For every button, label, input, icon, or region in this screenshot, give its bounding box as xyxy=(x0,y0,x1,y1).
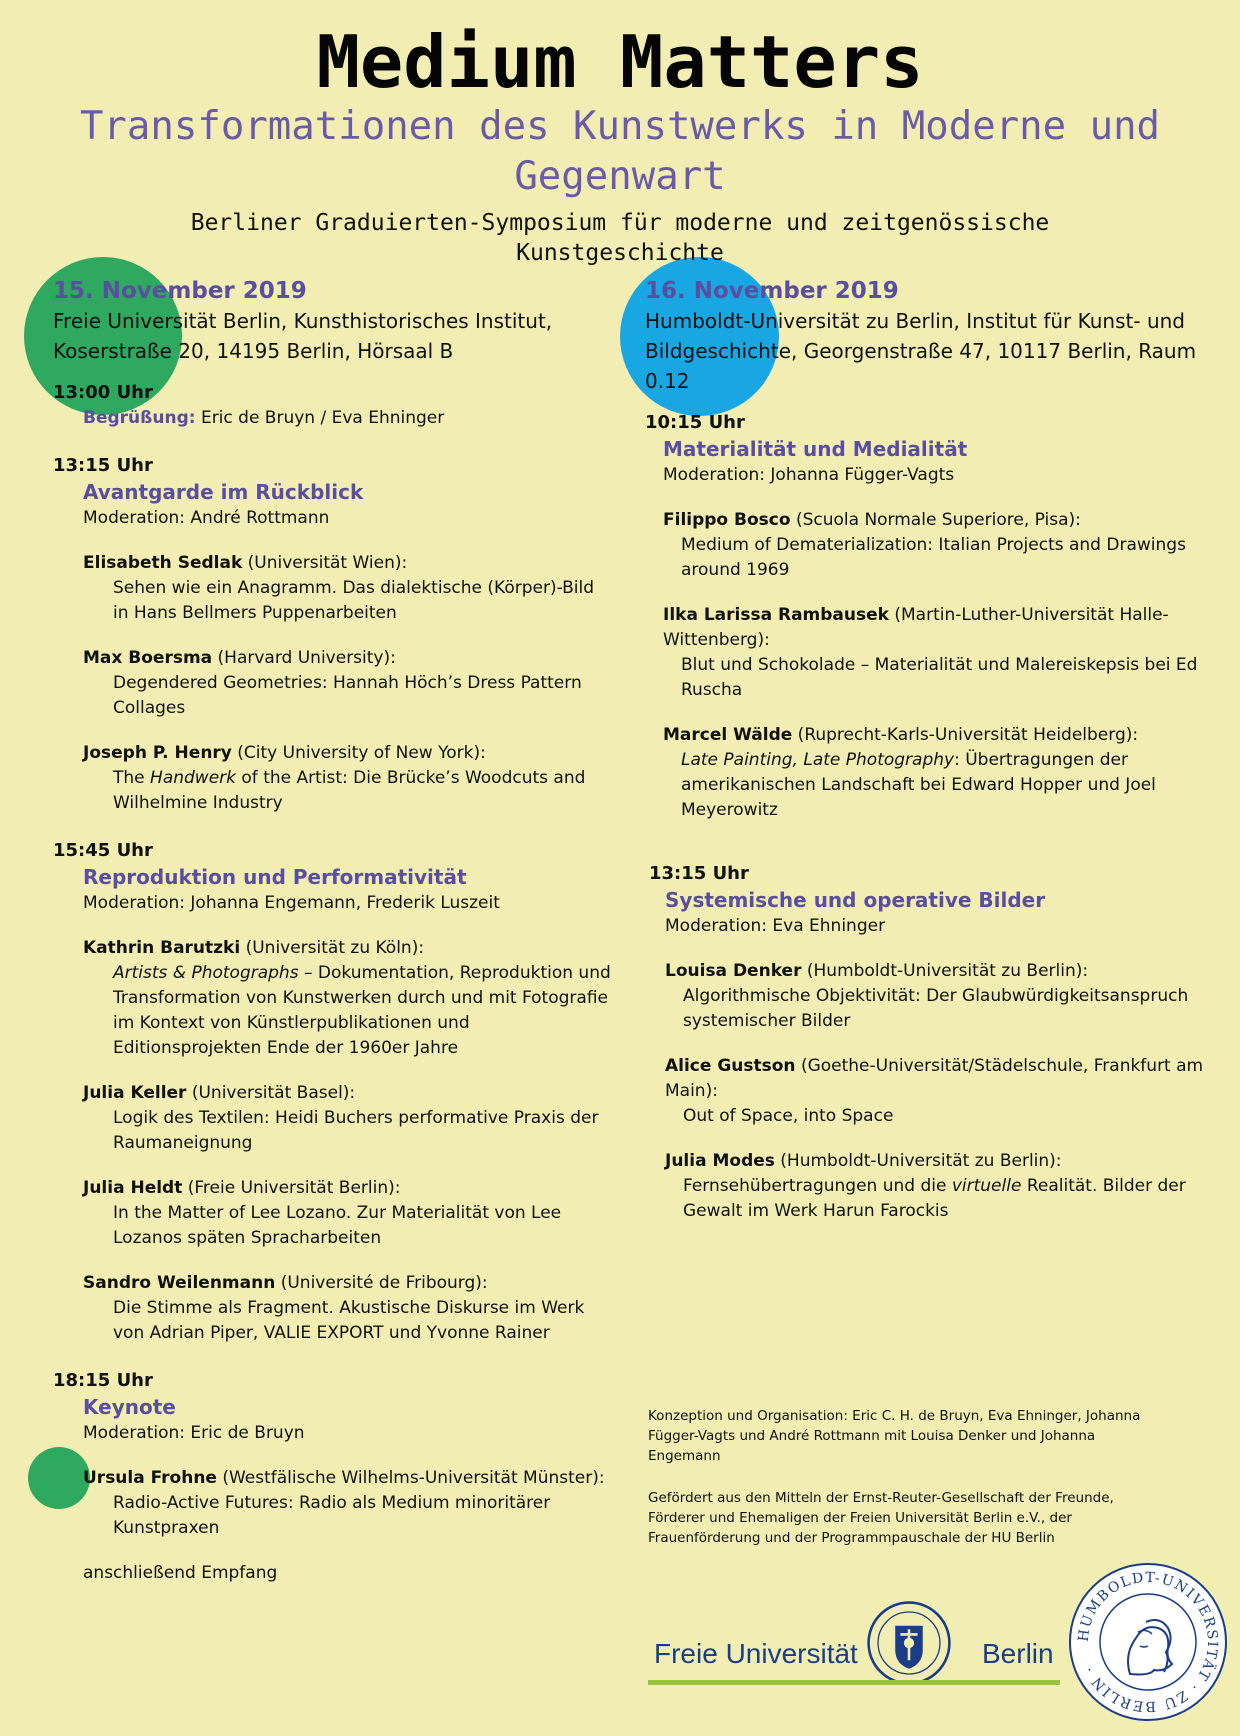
speaker-affiliation: (Scuola Normale Superiore, Pisa): xyxy=(790,510,1081,530)
speaker-affiliation: (Freie Universität Berlin): xyxy=(182,1178,401,1198)
session-time: 13:15 Uhr xyxy=(53,455,153,476)
speaker-entry xyxy=(83,551,613,626)
speaker-name: Joseph P. Henry xyxy=(83,743,232,763)
fu-logo-text-left: Freie Universität xyxy=(654,1638,858,1669)
speaker-affiliation: (Harvard University): xyxy=(212,648,396,668)
speaker-entry xyxy=(665,1149,1205,1224)
speaker-name: Elisabeth Sedlak xyxy=(83,553,243,573)
talk-title: Fernsehübertragungen und die virtuelle Realität. Bilder der Gewalt im Werk Harun Farockis xyxy=(683,1176,1186,1221)
speaker-entry xyxy=(663,508,1205,583)
speaker-name: Alice Gustson xyxy=(665,1056,796,1076)
speaker-affiliation: (City University of New York): xyxy=(231,743,486,763)
speaker-entry xyxy=(83,1271,613,1346)
speaker-entry xyxy=(665,1054,1205,1129)
session-time: 13:15 Uhr xyxy=(649,863,749,884)
welcome-label: Begrüßung: xyxy=(83,408,196,428)
speaker-name: Kathrin Barutzki xyxy=(83,938,241,958)
speaker-entry xyxy=(83,936,613,1061)
svg-text:HUMBOLDT-UNIVERSITÄT · ZU BERL: HUMBOLDT-UNIVERSITÄT · ZU BERLIN · xyxy=(1075,1569,1221,1715)
poster-tagline: Berliner Graduierten-Symposium für moderne und zeitgenössische Kunstgeschichte xyxy=(190,210,1050,266)
talk-title: Logik des Textilen: Heidi Buchers performative Praxis der Raumaneignung xyxy=(113,1108,599,1153)
speaker-name: Marcel Wälde xyxy=(663,725,793,745)
speaker-entry xyxy=(83,741,613,816)
speaker-name: Filippo Bosco xyxy=(663,510,791,530)
speaker-affiliation: (Westfälische Wilhelms-Universität Münster): xyxy=(216,1468,605,1488)
speaker-affiliation: (Universität zu Köln): xyxy=(240,938,425,958)
poster-header xyxy=(0,22,1240,268)
day1-column xyxy=(53,276,613,1586)
session-title: Keynote xyxy=(83,1395,176,1419)
speaker-entry xyxy=(663,723,1205,823)
session-time: 15:45 Uhr xyxy=(53,840,153,861)
talk-title: In the Matter of Lee Lozano. Zur Materialität von Lee Lozanos späten Spracharbeiten xyxy=(113,1203,562,1248)
session-time: 18:15 Uhr xyxy=(53,1370,153,1391)
speaker-name: Sandro Weilenmann xyxy=(83,1273,276,1293)
speaker-entry xyxy=(663,603,1205,703)
talk-title: Artists & Photographs – Dokumentation, Reproduktion und Transformation von Kunstwerken durch und mit Fotografie im Kontext von Künstlerpublikationen und Editionsprojekten Ende der 1960er Jahre xyxy=(113,963,611,1058)
session-title: Reproduktion und Performativität xyxy=(83,865,467,889)
fu-logo-bar xyxy=(648,1680,1060,1685)
day2-column xyxy=(645,276,1205,1224)
talk-title: Medium of Dematerialization: Italian Projects and Drawings around 1969 xyxy=(681,535,1186,580)
talk-title: Late Painting, Late Photography: Übertragungen der amerikanischen Landschaft bei Edward Hopper und Joel Meyerowitz xyxy=(681,750,1156,820)
talk-title: Blut und Schokolade – Materialität und Malereiskepsis bei Ed Ruscha xyxy=(681,655,1198,700)
day2-date: 16. November 2019 xyxy=(645,278,899,304)
session-moderation: Moderation: Eva Ehninger xyxy=(665,916,886,936)
day2-venue: Humboldt-Universität zu Berlin, Institut für Kunst- und Bildgeschichte, Georgenstraße 47, 10117 Berlin, Raum 0.12 xyxy=(645,309,1197,393)
poster-subtitle: Transformationen des Kunstwerks in Moderne und Gegenwart xyxy=(79,104,1161,199)
fu-seal-icon xyxy=(866,1600,952,1686)
organisation-note: Konzeption und Organisation: Eric C. H. de Bruyn, Eva Ehninger, Johanna Függer-Vagts und André Rottmann mit Louisa Denker und Johanna Engemann xyxy=(648,1408,1141,1464)
fu-berlin-logo xyxy=(648,1600,1062,1686)
talk-title: Out of Space, into Space xyxy=(683,1106,894,1126)
talk-title: Algorithmische Objektivität: Der Glaubwürdigkeitsanspruch systemischer Bilder xyxy=(683,986,1189,1031)
talk-title: Die Stimme als Fragment. Akustische Diskurse im Werk von Adrian Piper, VALIE EXPORT und Yvonne Rainer xyxy=(113,1298,585,1343)
session-block xyxy=(83,1394,613,1586)
talk-title: Radio-Active Futures: Radio als Medium minoritärer Kunstpraxen xyxy=(113,1493,551,1538)
day1-date: 15. November 2019 xyxy=(53,278,307,304)
talk-title: Sehen wie ein Anagramm. Das dialektische (Körper)-Bild in Hans Bellmers Puppenarbeiten xyxy=(113,578,595,623)
session-time: 10:15 Uhr xyxy=(645,412,745,433)
session-block xyxy=(83,864,613,1346)
session-moderation: Moderation: Johanna Engemann, Frederik Luszeit xyxy=(83,893,500,913)
talk-title: The Handwerk of the Artist: Die Brücke’s Woodcuts and Wilhelmine Industry xyxy=(113,768,586,813)
speaker-entry xyxy=(83,646,613,721)
session-moderation: Moderation: Johanna Függer-Vagts xyxy=(663,465,955,485)
welcome-block xyxy=(83,406,613,431)
speaker-affiliation: (Humboldt-Universität zu Berlin): xyxy=(801,961,1089,981)
speaker-name: Julia Keller xyxy=(83,1083,187,1103)
session-title: Avantgarde im Rückblick xyxy=(83,480,364,504)
speaker-entry xyxy=(665,959,1205,1034)
hu-seal-icon xyxy=(1068,1562,1228,1722)
credits xyxy=(648,1406,1148,1570)
speaker-name: Ursula Frohne xyxy=(83,1468,217,1488)
speaker-affiliation: (Humboldt-Universität zu Berlin): xyxy=(774,1151,1062,1171)
session-block xyxy=(665,887,1205,1224)
speaker-name: Julia Heldt xyxy=(83,1178,183,1198)
speaker-name: Julia Modes xyxy=(665,1151,775,1171)
session-block xyxy=(663,436,1205,823)
speaker-affiliation: (Ruprecht-Karls-Universität Heidelberg): xyxy=(792,725,1139,745)
session-moderation: Moderation: Eric de Bruyn xyxy=(83,1423,305,1443)
session-block xyxy=(83,479,613,816)
funding-note: Gefördert aus den Mitteln der Ernst-Reuter-Gesellschaft der Freunde, Förderer und Ehemaligen der Freien Universität Berlin e.V., der Frauenförderung und der Programmpauschale der HU Berlin xyxy=(648,1490,1114,1546)
speaker-affiliation: (Universität Basel): xyxy=(186,1083,356,1103)
speaker-name: Max Boersma xyxy=(83,648,213,668)
speaker-affiliation: (Goethe-Universität/Städelschule, Frankfurt am Main): xyxy=(665,1056,1204,1101)
speaker-affiliation: (Martin-Luther-Universität Halle-Wittenberg): xyxy=(663,605,1169,650)
poster-title: Medium Matters xyxy=(316,20,924,104)
speaker-entry xyxy=(83,1466,613,1541)
session-title: Systemische und operative Bilder xyxy=(665,888,1046,912)
closing-note: anschließend Empfang xyxy=(83,1563,278,1583)
session-title: Materialität und Medialität xyxy=(663,437,968,461)
speaker-name: Ilka Larissa Rambausek xyxy=(663,605,889,625)
speaker-affiliation: (Universität Wien): xyxy=(242,553,408,573)
welcome-names: Eric de Bruyn / Eva Ehninger xyxy=(195,408,445,428)
speaker-entry xyxy=(83,1176,613,1251)
session-moderation: Moderation: André Rottmann xyxy=(83,508,330,528)
speaker-entry xyxy=(83,1081,613,1156)
speaker-name: Louisa Denker xyxy=(665,961,802,981)
fu-logo-text-right: Berlin xyxy=(982,1638,1054,1669)
day1-venue: Freie Universität Berlin, Kunsthistorisches Institut, Koserstraße 20, 14195 Berlin, Hörsaal B xyxy=(53,309,553,363)
talk-title: Degendered Geometries: Hannah Höch’s Dress Pattern Collages xyxy=(113,673,582,718)
speaker-affiliation: (Université de Fribourg): xyxy=(275,1273,488,1293)
welcome-time: 13:00 Uhr xyxy=(53,382,153,403)
